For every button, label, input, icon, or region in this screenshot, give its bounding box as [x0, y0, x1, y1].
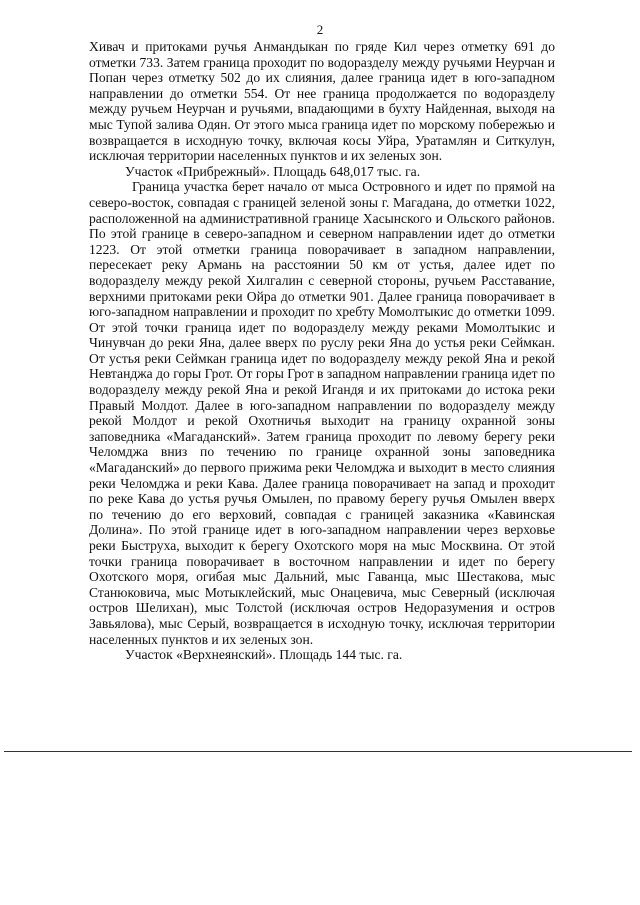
section-heading-verkhneyansky: Участок «Верхнеянский». Площадь 144 тыс. га. [125, 647, 403, 663]
paragraph-continuation: Хивач и притоками ручья Анмандыкан по гряде Кил через отметку 691 до отметки 733. Затем граница проходит по водоразделу между ручьями Неурчан и Попан через отметку 502 до их слияния, далее граница идет в юго-западном направлении до отметки 554. От нее граница продолжается по водоразделу между ручьем Неурчан и ручьями, впадающими в бухту Найденная, выходя на мыс Тупой залива Одян. От этого мыса граница идет по морскому побережью и возвращается в исходную точку, включая косы Уйра, Уратамлян и Ситкулун, исключая территории населенных пунктов и их зеленых зон. [89, 39, 555, 164]
paragraph-pribrezhny-boundary: Граница участка берет начало от мыса Островного и идет по прямой на северо-восток, совпадая с границей зеленой зоны г. Магадана, до отметки 1022, расположенной на административной границе Хасынского и Ольского районов. По этой границе в северо-западном и северном направлении идет до отметки 1223. От этой отметки граница поворачивает в западном направлении, пересекает реку Армань на расстоянии 50 км от устья, далее идет по водоразделу между рекой Хилгалин с северной стороны, ручьем Расставание, верхними притоками реки Ойра до отметки 901. Далее граница поворачивает в юго-западном направлении и проходит по хребту Момолтыкис до отметки 1099. От этой точки граница идет по водоразделу между реками Момолтыкис и Чинувчан до реки Яна, далее вверх по руслу реки Яна до устья реки Сеймкан. От устья реки Сеймкан граница идет по водоразделу между рекой Яна и рекой Невтанджа до горы Грот. От горы Грот в западном направлении граница идет по водоразделу между рекой Яна и рекой Игандя и их притоками до истока реки Правый Молдот. Далее в юго-западном направлении по водоразделу между рекой Молдот и рекой Охотничья выходит на границу охранной зоны заповедника «Магаданский». Затем граница проходит по левому берегу реки Челомджа вниз по течению по границе охранной зоны заповедника «Магаданский» до первого прижима реки Челомджа и выходит в место слияния реки Челомджа и реки Кава. Далее граница поворачивает на запад и проходит по реке Кава до устья ручья Омылен, по правому берегу ручья Омылен вверх по течению до его верховий, совпадая с границей заказника «Кавинская Долина». По этой границе идет в юго-западном направлении через верховье реки Быструха, выходит к берегу Охотского моря на мыс Москвина. От этой точки граница поворачивает в восточном направлении и идет по берегу Охотского моря, огибая мыс Дальний, мыс Гаванца, мыс Шестакова, мыс Станюковича, мыс Мотыклейский, мыс Онацевича, мыс Северный (исключая остров Шелихан), мыс Толстой (исключая остров Недоразумения и остров Завьялова), мыс Серый, возвращается в исходную точку, исключая территории населенных пунктов и их зеленых зон. [89, 179, 555, 647]
bottom-divider-line [4, 751, 632, 752]
document-body [89, 39, 555, 663]
page-number: 2 [316, 22, 324, 37]
section-heading-pribrezhny: Участок «Прибрежный». Площадь 648,017 тыс. га. [125, 163, 421, 179]
